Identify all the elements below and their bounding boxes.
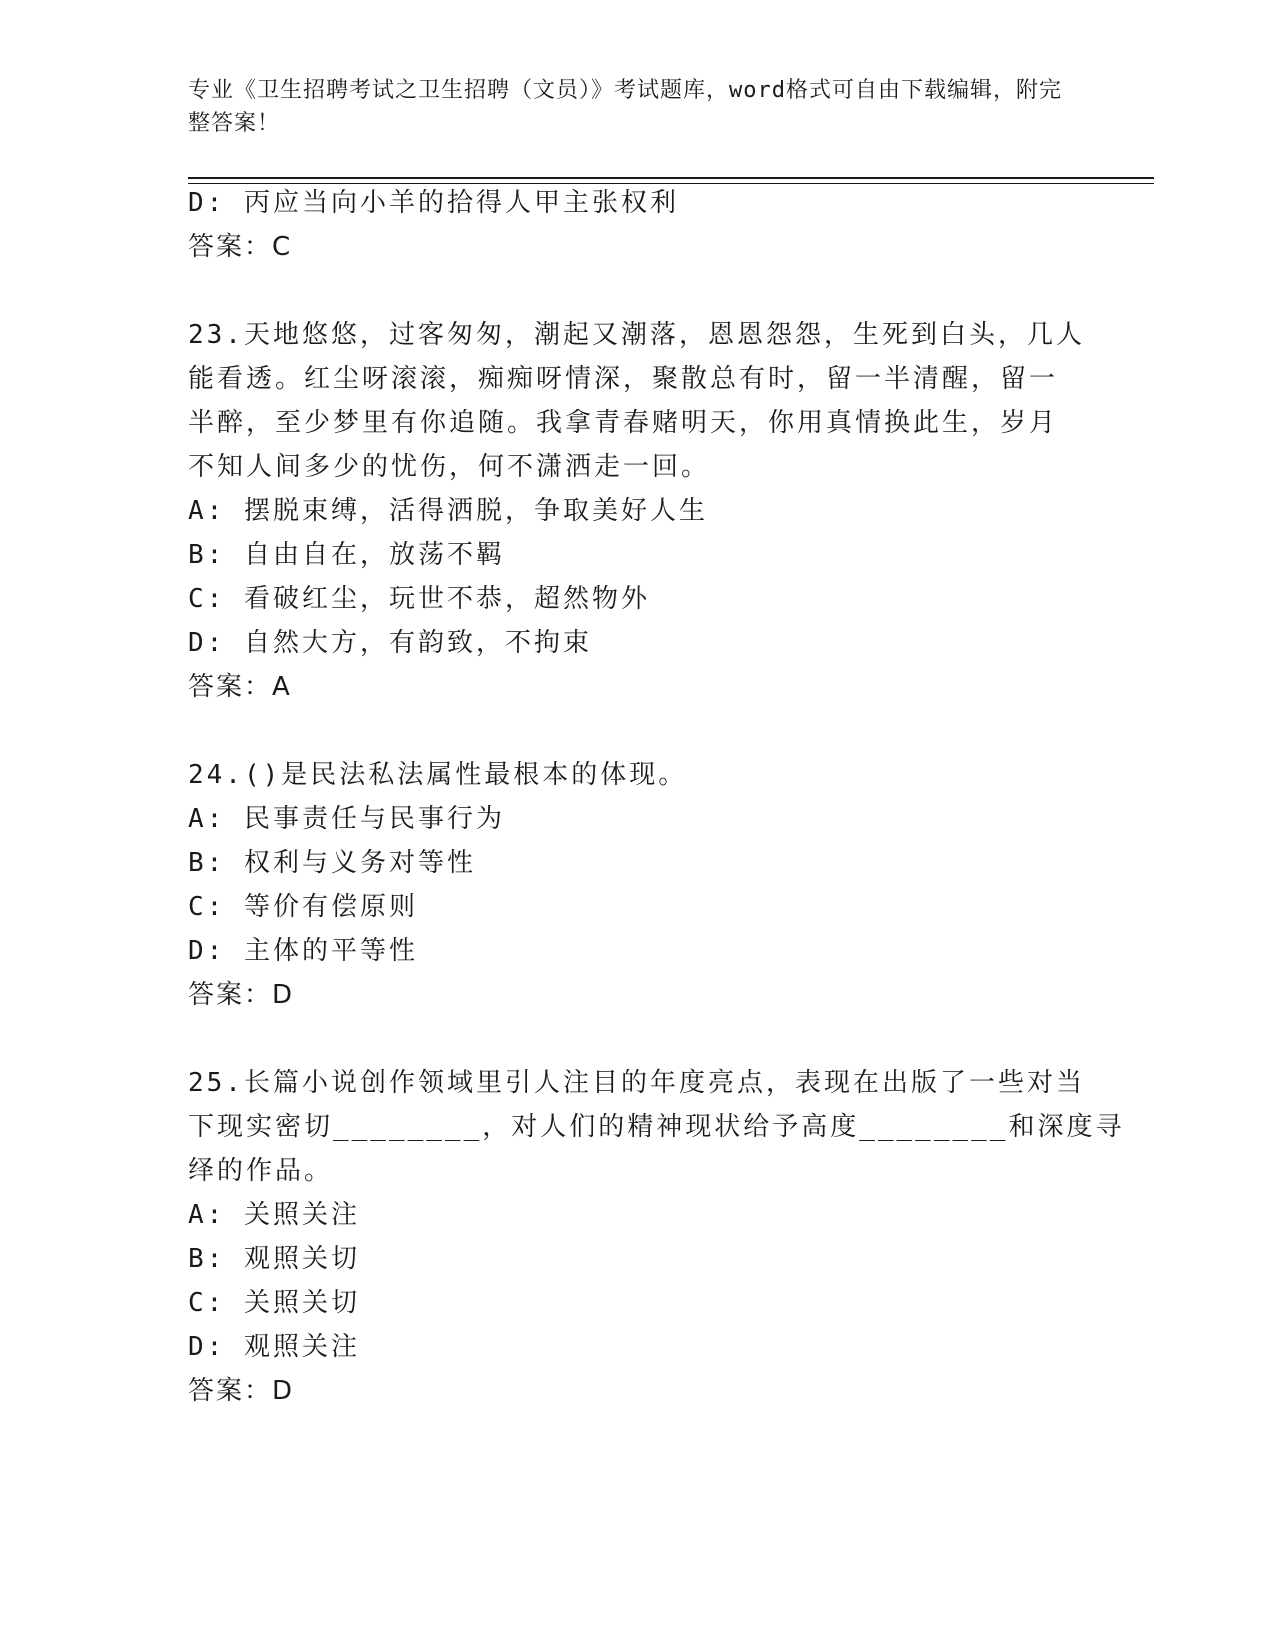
q24-option-d: D: 主体的平等性 xyxy=(188,936,418,966)
q24-stem-line-1: 24.()是民法私法属性最根本的体现。 xyxy=(188,760,688,790)
q24-option-a: A: 民事责任与民事行为 xyxy=(188,804,505,834)
q23-option-c: C: 看破红尘，玩世不恭，超然物外 xyxy=(188,584,650,614)
q23-answer: 答案：A xyxy=(188,672,292,702)
q23-stem-line-2: 能看透。红尘呀滚滚，痴痴呀情深，聚散总有时，留一半清醒，留一 xyxy=(188,364,1059,394)
q23-option-b: B: 自由自在，放荡不羁 xyxy=(188,540,505,570)
prev-option-d: D: 丙应当向小羊的拾得人甲主张权利 xyxy=(188,188,679,218)
q25-answer: 答案：D xyxy=(188,1376,295,1406)
header-divider-thick xyxy=(188,177,1154,179)
q24-answer: 答案：D xyxy=(188,980,295,1010)
document-header: 专业《卫生招聘考试之卫生招聘（文员）》考试题库，word格式可自由下载编辑，附完整答案！ xyxy=(188,78,1062,136)
q23-stem-line-1: 23.天地悠悠，过客匆匆，潮起又潮落，恩恩怨怨，生死到白头，几人 xyxy=(188,320,1085,350)
q23-option-d: D: 自然大方，有韵致，不拘束 xyxy=(188,628,592,658)
header-divider-thin xyxy=(188,183,1154,184)
q24-option-b: B: 权利与义务对等性 xyxy=(188,848,476,878)
q25-stem-line-2: 下现实密切________，对人们的精神现状给予高度________和深度寻 xyxy=(188,1112,1125,1142)
q25-option-c: C: 关照关切 xyxy=(188,1288,360,1318)
q23-option-a: A: 摆脱束缚，活得洒脱，争取美好人生 xyxy=(188,496,708,526)
q25-option-b: B: 观照关切 xyxy=(188,1244,360,1274)
q25-option-a: A: 关照关注 xyxy=(188,1200,360,1230)
q25-stem-line-1: 25.长篇小说创作领域里引人注目的年度亮点，表现在出版了一些对当 xyxy=(188,1068,1085,1098)
q23-stem-line-3: 半醉，至少梦里有你追随。我拿青春赌明天，你用真情换此生，岁月 xyxy=(188,408,1059,438)
q23-stem-line-4: 不知人间多少的忧伤，何不潇洒走一回。 xyxy=(188,452,711,482)
q25-option-d: D: 观照关注 xyxy=(188,1332,360,1362)
q25-stem-line-3: 绎的作品。 xyxy=(188,1156,334,1186)
q24-option-c: C: 等价有偿原则 xyxy=(188,892,418,922)
prev-answer: 答案：C xyxy=(188,232,293,262)
